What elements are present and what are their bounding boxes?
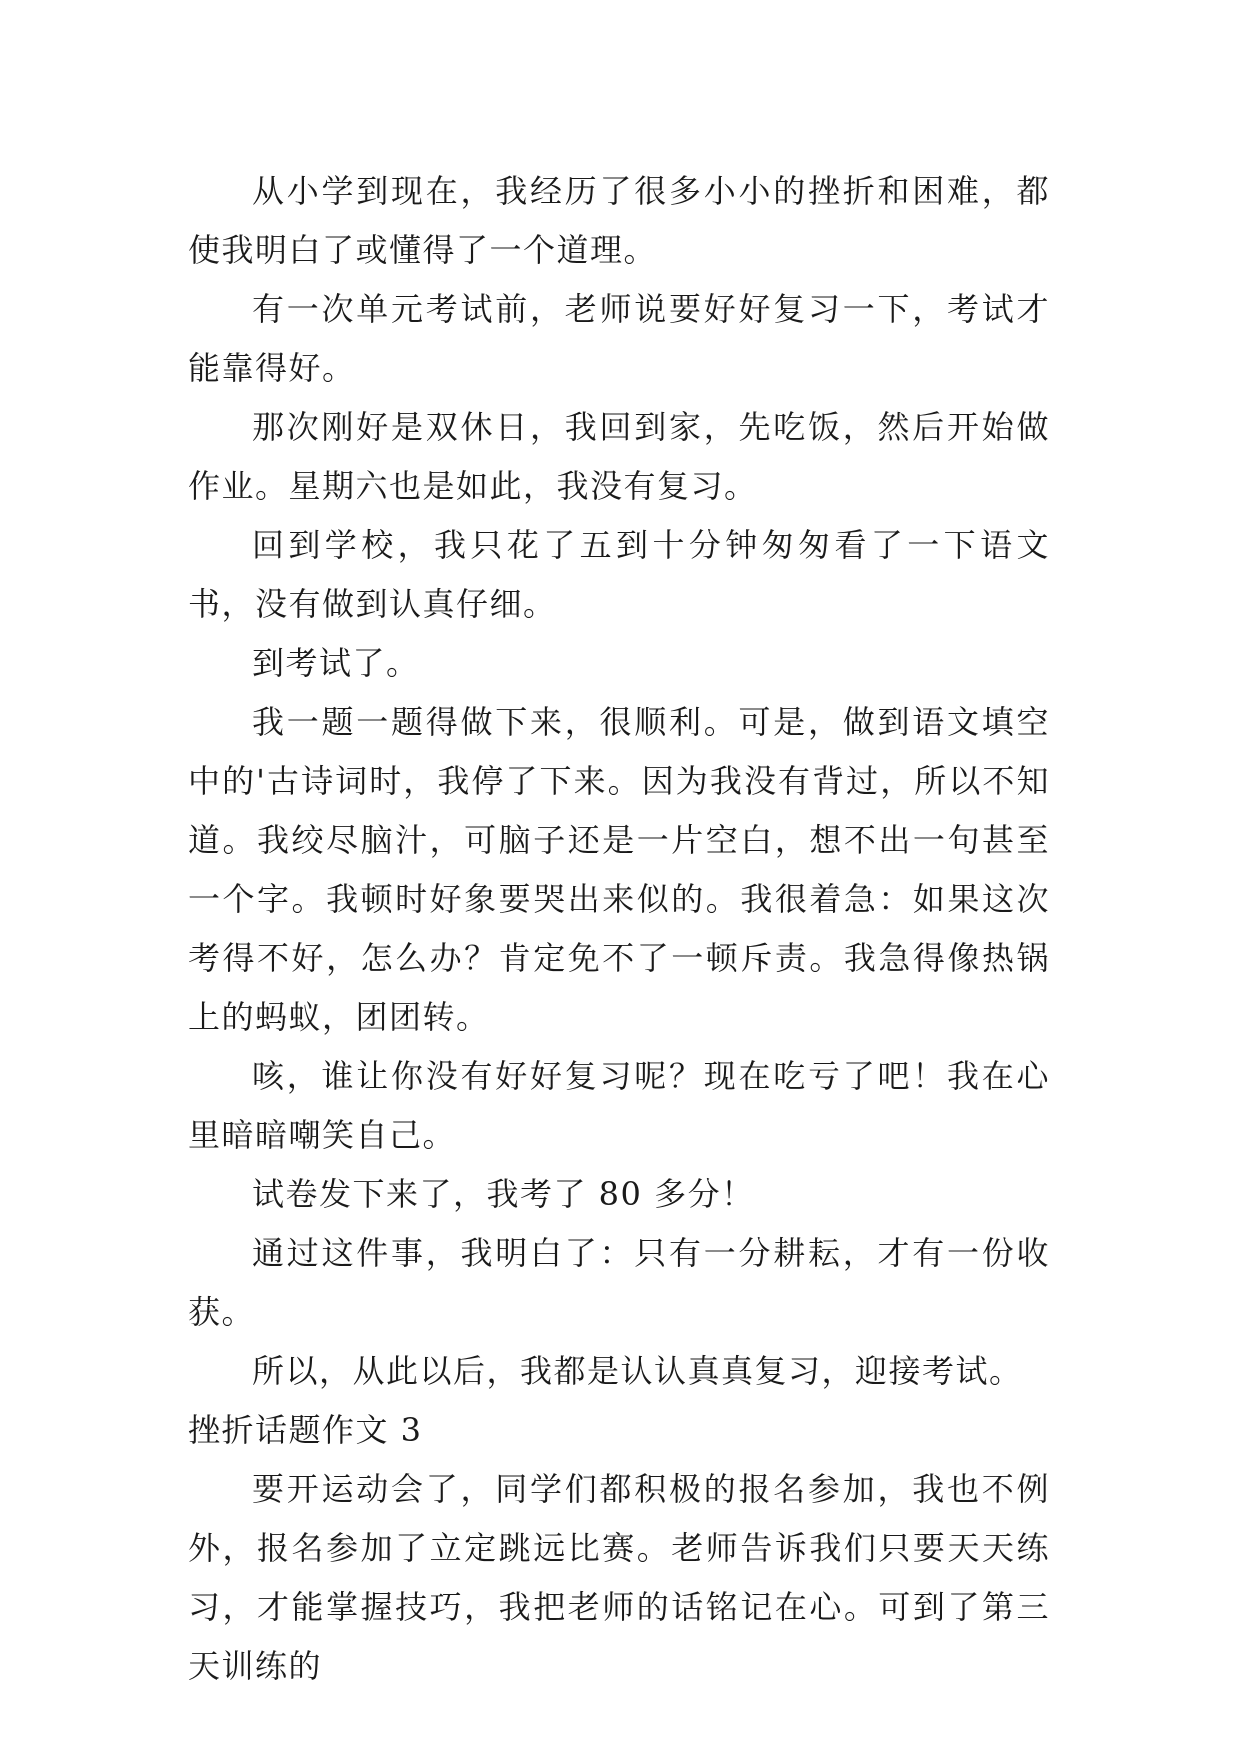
paragraph-10: 所以，从此以后，我都是认认真真复习，迎接考试。 [252,1352,1023,1390]
paragraph-4: 回到学校，我只花了五到十分钟匆匆看了一下语文书，没有做到认真仔细。 [188,526,1050,623]
paragraph-9: 通过这件事，我明白了：只有一分耕耘，才有一份收获。 [188,1234,1050,1331]
paragraph-6: 我一题一题得做下来，很顺利。可是，做到语文填空中的'古诗词时，我停了下来。因为我没有背过，所以不知道。我绞尽脑汁，可脑子还是一片空白，想不出一句甚至一个字。我顿时好象要哭出来似的。我很着急：如果这次考得不好，怎么办？肯定免不了一顿斥责。我急得像热锅上的蚂蚁，团团转。 [188,703,1050,1036]
paragraph-8: 试卷发下来了，我考了 80 多分！ [252,1175,755,1213]
paragraph-5: 到考试了。 [252,644,420,682]
paragraph-1: 从小学到现在，我经历了很多小小的挫折和困难，都使我明白了或懂得了一个道理。 [188,172,1050,269]
paragraph-3: 那次刚好是双休日，我回到家，先吃饭，然后开始做作业。星期六也是如此，我没有复习。 [188,408,1050,505]
paragraph-7: 咳，谁让你没有好好复习呢？现在吃亏了吧！我在心里暗暗嘲笑自己。 [188,1057,1050,1154]
document-body [188,162,1050,1696]
section-heading: 挫折话题作文 3 [188,1411,423,1449]
paragraph-11: 要开运动会了，同学们都积极的报名参加，我也不例外，报名参加了立定跳远比赛。老师告诉我们只要天天练习，才能掌握技巧，我把老师的话铭记在心。可到了第三天训练的 [188,1470,1050,1685]
paragraph-2: 有一次单元考试前，老师说要好好复习一下，考试才能靠得好。 [188,290,1050,387]
